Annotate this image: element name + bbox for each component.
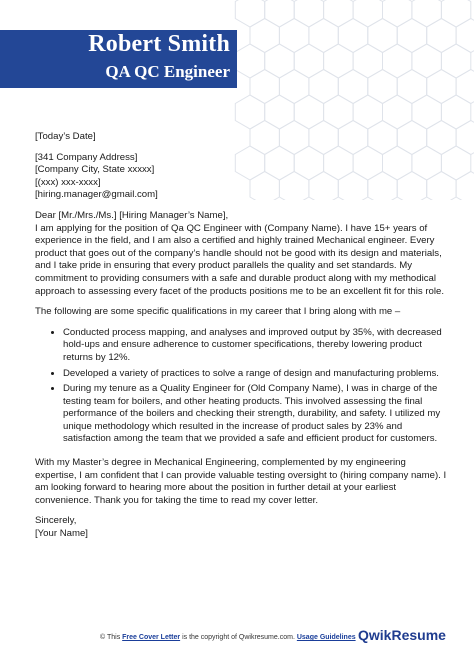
hexagon-shape (265, 44, 295, 78)
address-line-email: [hiring.manager@gmail.com] (35, 189, 158, 201)
hexagon-shape (338, 19, 368, 53)
job-title: QA QC Engineer (105, 62, 230, 81)
hexagon-shape (235, 0, 264, 27)
hexagon-shape (441, 0, 470, 27)
footer-copyright: is the copyright of Qwikresume.com. (182, 634, 295, 641)
hexagon-shape (383, 44, 412, 78)
hexagon-shape (324, 0, 354, 27)
hexagon-shape (441, 95, 470, 129)
qwikresume-logo: QwikResume (358, 627, 446, 643)
list-item: • Conducted process mapping, and analyses and improved output by 35%, with decreased hold-ups and ensure adherence to customer specifications, thereby lowering product returns by 12%. (63, 327, 447, 365)
hexagon-shape (353, 44, 382, 78)
hexagon-shape (265, 0, 295, 27)
closing-word: Sincerely, (35, 515, 77, 527)
closing-paragraph: With my Master’s degree in Mechanical Engineering, complemented by my engineering expertise, I am confident that I can provide valuable testing oversight to (hiring company name). I am looking forward to hearing more about the position in further detail at your earliest convenience. Thank you for taking the time to read my cover letter. (35, 457, 447, 506)
list-item: • During my tenure as a Quality Engineer for (Old Company Name), I was in charge of the testing team for boilers, and other heating products. This involved assessing the final performance of the boilers and checking their strength, durability, and safety. I utilized my unique methodology which resulted in the increase of product sales by 23% and satisfaction among the team that we provided a safe and efficient product for customers. (63, 383, 447, 446)
hexagon-shape (427, 19, 456, 53)
hexagon-shape (294, 0, 323, 27)
hexagon-shape (368, 19, 397, 53)
hexagon-shape (309, 70, 338, 104)
address-line-phone: [(xxx) xxx-xxxx] (35, 176, 101, 188)
address-line-company: [341 Company Address] (35, 151, 138, 163)
hexagon-shape (294, 44, 323, 78)
hexagon-shape (427, 70, 456, 104)
hexagon-shape (250, 70, 279, 104)
hexagon-shape (412, 95, 442, 129)
list-item: • Developed a variety of practices to solve a range of design and manufacturing problems. (63, 368, 447, 381)
hexagon-shape (456, 70, 474, 104)
hexagon-shape (353, 0, 382, 27)
hexagon-shape (265, 95, 295, 129)
hexagon-shape (441, 44, 470, 78)
hexagon-shape (353, 95, 382, 129)
hexagon-shape (412, 0, 442, 27)
hexagon-shape (456, 121, 474, 155)
hexagon-shape (309, 19, 338, 53)
letter-date: [Today’s Date] (35, 131, 96, 142)
hexagon-shape (279, 19, 309, 53)
hexagon-shape (383, 0, 412, 27)
hexagon-shape (456, 172, 474, 201)
free-cover-letter-link[interactable]: Free Cover Letter (122, 634, 181, 641)
candidate-name: Robert Smith (88, 31, 230, 57)
hexagon-shape (338, 70, 368, 104)
hexagon-shape (250, 19, 279, 53)
footer-text (100, 634, 356, 641)
salutation: Dear [Mr./Mrs./Ms.] [Hiring Manager’s Name], (35, 209, 229, 221)
hexagon-shape (324, 44, 354, 78)
hexagon-shape (397, 19, 427, 53)
footer-prefix: © This (100, 634, 121, 641)
hexagon-shape (235, 44, 264, 78)
opening-paragraph: I am applying for the position of Qa QC Engineer with (Company Name). I have 15+ years of experience in the field, and I am also a certified and highly trained Mechanical engineer. Every product that goes out of the company’s handle should not be good with its design and materials, and I take pride in ensuring that every product parallels the quality and set standards. My commitment to providing consumers with a safe and durable product along with my methodical approach to assessing every facet of the products positions me to be an excellent fit for this role. (35, 222, 445, 297)
hexagon-shape (279, 70, 309, 104)
usage-guidelines-link[interactable]: Usage Guidelines (296, 634, 356, 641)
hexagon-shape (456, 19, 474, 53)
hexagon-shape (235, 95, 264, 129)
qualifications-list (35, 327, 447, 446)
address-line-city: [Company City, State xxxxx] (35, 164, 155, 176)
qualifications-intro: The following are some specific qualifications in my career that I bring along with me – (35, 306, 401, 318)
hexagon-shape (383, 95, 412, 129)
signature-name: [Your Name] (35, 528, 88, 540)
letter-body (35, 131, 447, 541)
hexagon-shape (294, 95, 323, 129)
hexagon-shape (412, 44, 442, 78)
hexagon-shape (397, 70, 427, 104)
hexagon-shape (368, 70, 397, 104)
hexagon-shape (324, 95, 354, 129)
